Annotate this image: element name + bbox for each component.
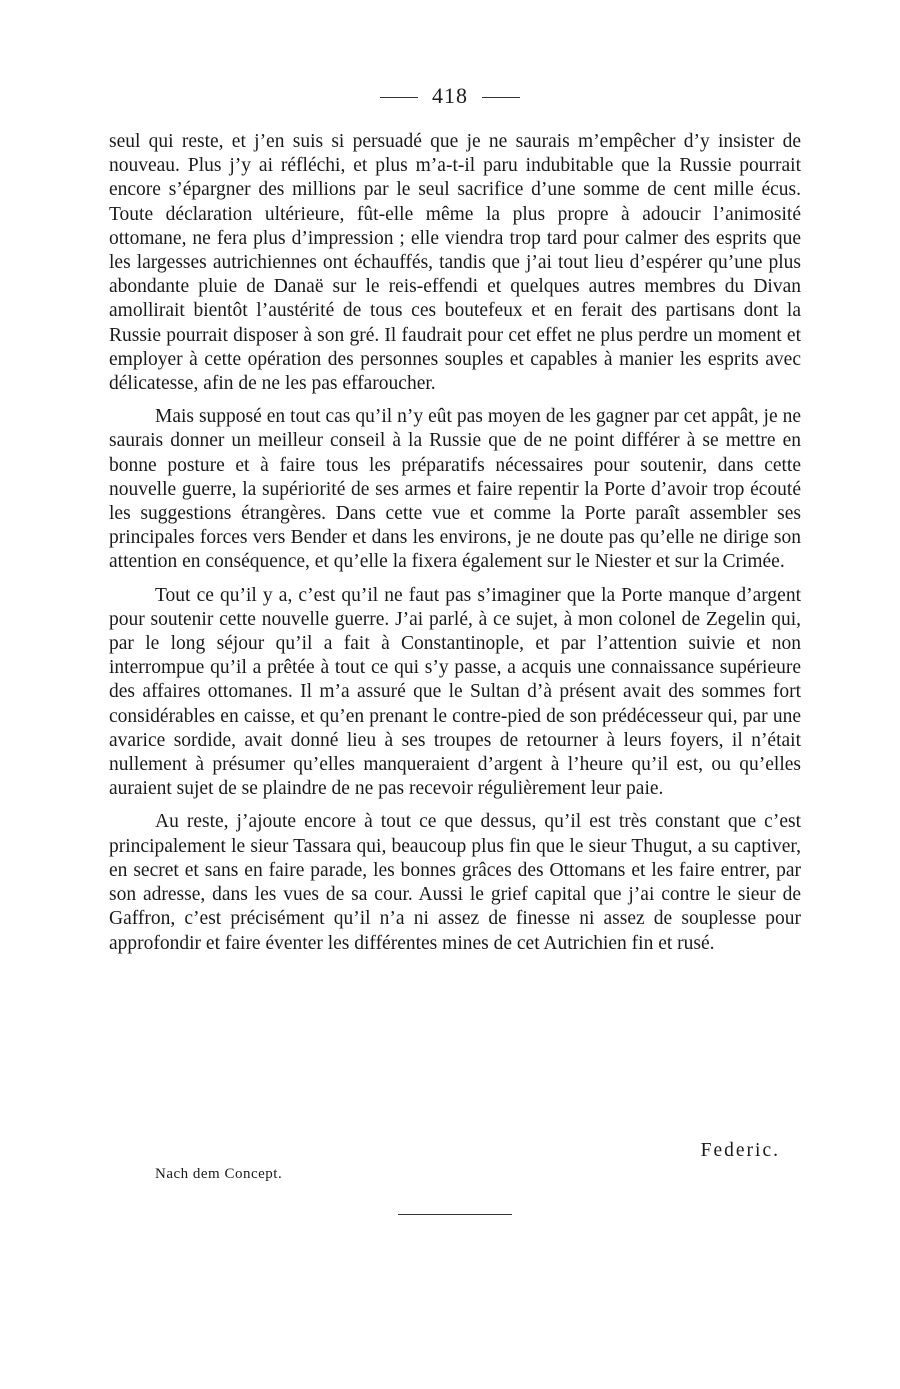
paragraph-4: Au reste, j’ajoute encore à tout ce que dessus, qu’il est très constant que c’est principalement le sieur Tassara qui, beaucoup plus fin que le sieur Thugut, a su captiver, en secret et sans en faire parade, les bonnes grâces des Ottomans et les faire entrer, par son adresse, dans les vues de sa cour. Aussi le grief capital que j’ai contre le sieur de Gaffron, c’est précisément qu’il n’a ni assez de finesse ni assez de souplesse pour approfondir et faire éventer les différentes mines de cet Autrichien fin et rusé. [109,811,801,954]
signature: Federic. [700,1140,780,1161]
paragraph-2: Mais supposé en tout cas qu’il n’y eût pas moyen de les gagner par cet appât, je ne saurais donner un meilleur conseil à la Russie que de ne point différer à se mettre en bonne posture et à faire tous les préparatifs nécessaires pour soutenir, dans cette nouvelle guerre, la supériorité de ses armes et faire repentir la Porte d’avoir trop écouté les suggestions étrangères. Dans cette vue et comme la Porte paraît assembler ses principales forces vers Bender et dans les environs, je ne doute pas qu’elle ne dirige son attention en conséquence, et qu’elle la fixera également sur le Niester et sur la Crimée. [109,406,801,573]
page-header [0,82,900,110]
source-note: Nach dem Concept. [155,1166,283,1182]
page-number: 418 [432,83,468,108]
end-rule [398,1214,512,1215]
paragraph-1: seul qui reste, et j’en suis si persuadé que je ne saurais m’empêcher d’y insister de nouveau. Plus j’y ai réfléchi, et plus m’a-t-il paru indubitable que la Russie pourrait encore s’épargner des millions par le seul sacrifice d’une somme de cent mille écus. Toute déclaration ultérieure, fût-elle même la plus propre à adoucir l’animosité ottomane, ne fera plus d’impression ; elle viendra trop tard pour calmer des esprits que les largesses autrichiennes ont échauffés, tandis que j’ai tout lieu d’espérer qu’une plus abondante pluie de Danaë sur le reis-effendi et quelques autres membres du Divan amollirait bientôt l’austérité de tous ces boutefeux et en ferait des partisans dont la Russie pourrait disposer à son gré. Il faudrait pour cet effet ne plus perdre un moment et employer à cette opération des personnes souples et capables à manier les esprits avec délicatesse, afin de ne les pas effaroucher. [109,131,801,395]
header-dash-right [482,97,520,98]
letter-body [109,130,801,965]
header-dash-left [380,97,418,98]
paragraph-3: Tout ce qu’il y a, c’est qu’il ne faut pas s’imaginer que la Porte manque d’argent pour soutenir cette nouvelle guerre. J’ai parlé, à ce sujet, à mon colonel de Zegelin qui, par le long séjour qu’il a fait à Constantinople, et par l’attention suivie et non interrompue qu’il a prêtée à tout ce qui s’y passe, a acquis une connaissance supérieure des affaires ottomanes. Il m’a assuré que le Sultan d’à présent avait des sommes fort considérables en caisse, et qu’en prenant le contre-pied de son prédécesseur qui, par une avarice sordide, avait donné lieu à ses troupes de retourner à leurs foyers, il n’était nullement à présumer qu’elles manqueraient d’argent à l’heure qu’il est, ou qu’elles auraient sujet de se plaindre de ne pas recevoir régulièrement leur paie. [109,584,801,800]
